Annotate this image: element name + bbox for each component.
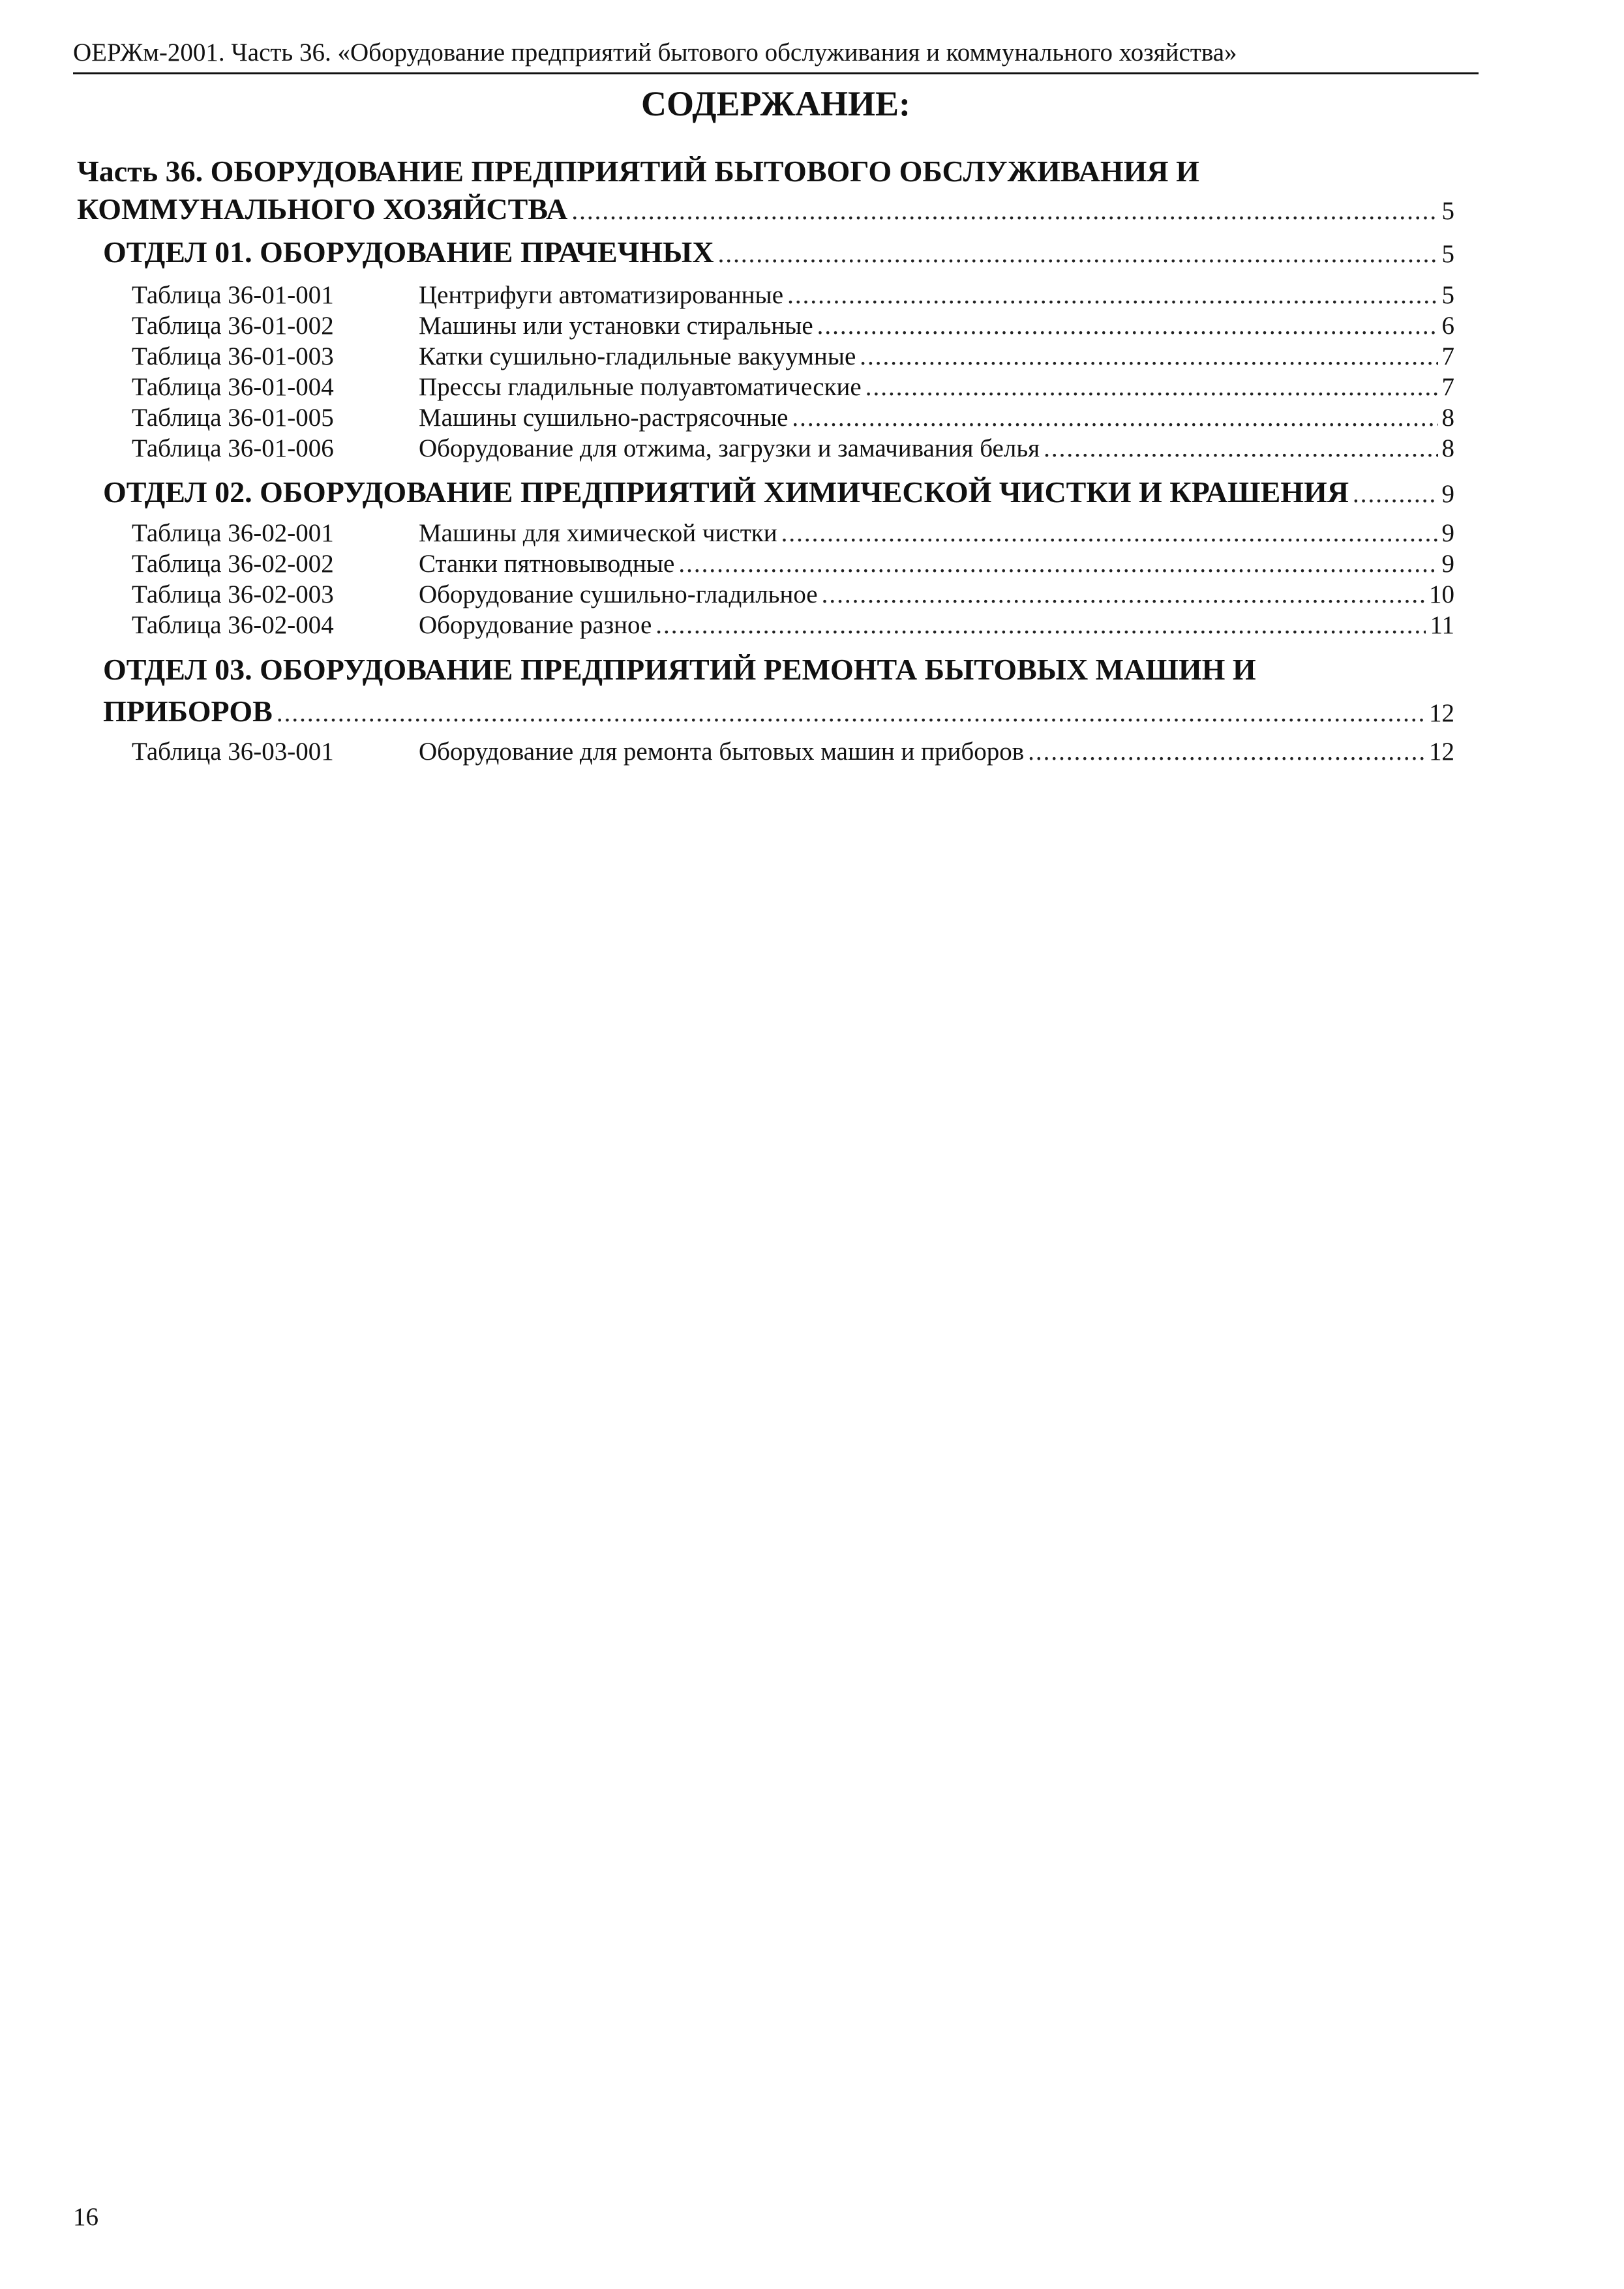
toc-section-entry[interactable] [103,475,1454,509]
toc-table-name: Центрифуги автоматизированные [419,281,784,309]
toc-table-entry[interactable] [132,434,1454,463]
toc-table-name: Оборудование для отжима, загрузки и замачивания белья [419,434,1040,462]
dot-leader [1044,434,1437,463]
toc-table-code: Таблица 36-01-004 [132,373,334,401]
toc-table-code: Таблица 36-01-002 [132,312,334,340]
toc-table-entry[interactable] [132,311,1454,340]
dot-leader [277,698,1425,728]
dot-leader [860,342,1437,371]
dot-leader [1028,737,1425,766]
toc-table-code: Таблица 36-02-002 [132,550,334,578]
toc-page-number: 5 [1441,281,1454,309]
toc-table-name: Прессы гладильные полуавтоматические [419,373,862,401]
dot-leader [787,280,1437,310]
toc-table-name: Оборудование сушильно-гладильное [419,580,818,608]
toc-section-title-line2: ПРИБОРОВ [103,695,273,728]
toc-table-name: Оборудование для ремонта бытовых машин и приборов [419,738,1025,766]
dot-leader [1353,479,1437,509]
toc-table-entry[interactable] [132,610,1454,640]
toc-table-entry[interactable] [132,737,1454,766]
toc-section-entry[interactable] [103,694,1454,728]
toc-page-number: 8 [1441,404,1454,432]
toc-part-entry[interactable] [77,192,1454,226]
toc-section-title: ОТДЕЛ 01. ОБОРУДОВАНИЕ ПРАЧЕЧНЫХ [103,235,714,269]
toc-table-code: Таблица 36-01-003 [132,342,334,370]
toc-table-name: Машины для химической чистки [419,519,777,547]
dot-leader [817,311,1438,340]
toc-page-number: 11 [1430,611,1454,639]
toc-table-code: Таблица 36-01-001 [132,281,334,309]
toc-page-number: 12 [1429,699,1454,727]
toc-table-code: Таблица 36-02-001 [132,519,334,547]
toc-table-code: Таблица 36-01-005 [132,404,334,432]
toc-table-entry[interactable] [132,342,1454,371]
toc-table-name: Станки пятновыводные [419,550,675,578]
toc-table-name: Машины или установки стиральные [419,312,813,340]
toc-page-number: 6 [1441,312,1454,340]
header-rule [73,72,1479,74]
toc-section-title-line1: ОТДЕЛ 03. ОБОРУДОВАНИЕ ПРЕДПРИЯТИЙ РЕМОНТА БЫТОВЫХ МАШИН И [103,653,1256,686]
page-number: 16 [73,2203,98,2231]
toc-table-name: Оборудование разное [419,611,652,639]
dot-leader [571,196,1437,226]
toc-page-number: 9 [1441,519,1454,547]
running-header: ОЕРЖм-2001. Часть 36. «Оборудование предприятий бытового обслуживания и коммунального хозяйства» [73,38,1237,67]
toc-table-code: Таблица 36-03-001 [132,738,334,766]
toc-page-number: 9 [1441,480,1454,508]
dot-leader [792,403,1437,432]
toc-page-number: 8 [1441,434,1454,462]
dot-leader [655,610,1426,640]
dot-leader [678,549,1437,578]
toc-page-number: 7 [1441,342,1454,370]
toc-table-entry[interactable] [132,403,1454,432]
dot-leader [781,518,1438,548]
toc-table-entry[interactable] [132,280,1454,310]
toc-table-code: Таблица 36-02-004 [132,611,334,639]
toc-page-number: 12 [1429,738,1454,766]
dot-leader [822,580,1425,609]
dot-leader [718,239,1438,269]
dot-leader [865,372,1438,402]
toc-part-title-line2: КОММУНАЛЬНОГО ХОЗЯЙСТВА [77,192,568,226]
toc-table-name: Машины сушильно-растрясочные [419,404,789,432]
toc-table-entry[interactable] [132,518,1454,548]
toc-page-number: 7 [1441,373,1454,401]
toc-table-name: Катки сушильно-гладильные вакуумные [419,342,856,370]
toc-table-code: Таблица 36-01-006 [132,434,334,462]
toc-table-entry[interactable] [132,372,1454,402]
contents-title: СОДЕРЖАНИЕ: [641,84,910,123]
toc-page-number: 9 [1441,550,1454,578]
toc-table-entry[interactable] [132,580,1454,609]
toc-part-title-line1: Часть 36. ОБОРУДОВАНИЕ ПРЕДПРИЯТИЙ БЫТОВОГО ОБСЛУЖИВАНИЯ И [77,155,1199,188]
toc-table-code: Таблица 36-02-003 [132,580,334,608]
toc-page-number: 5 [1441,197,1454,225]
toc-page-number: 5 [1441,240,1454,268]
toc-table-entry[interactable] [132,549,1454,578]
toc-section-title: ОТДЕЛ 02. ОБОРУДОВАНИЕ ПРЕДПРИЯТИЙ ХИМИЧЕСКОЙ ЧИСТКИ И КРАШЕНИЯ [103,475,1349,509]
toc-page-number: 10 [1429,580,1454,608]
toc-section-entry[interactable] [103,235,1454,269]
